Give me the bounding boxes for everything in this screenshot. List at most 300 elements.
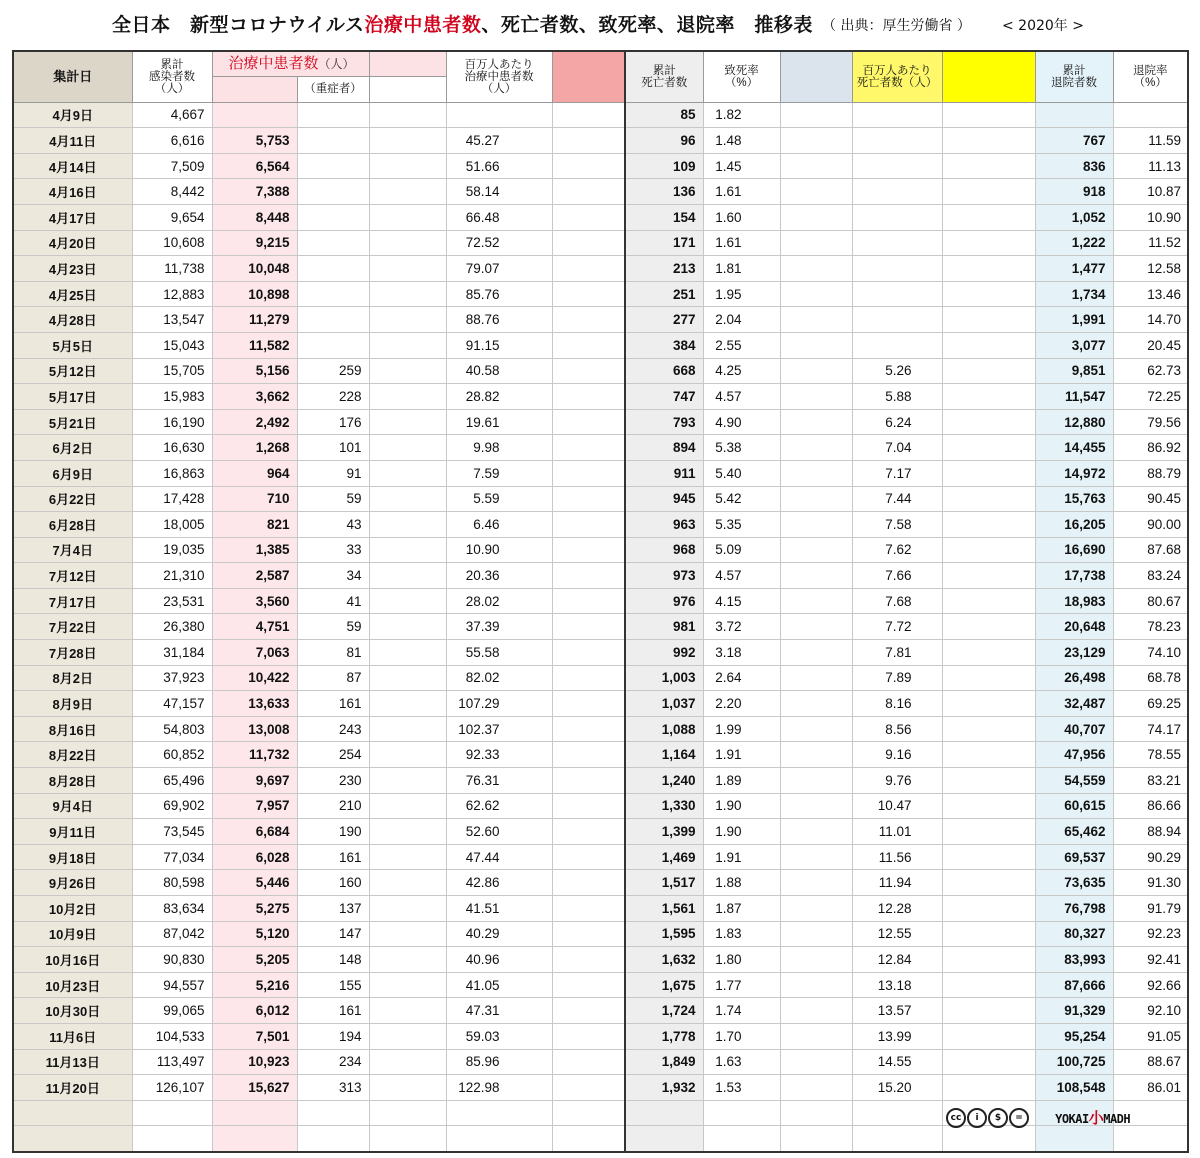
cell-deaths-per-million: 13.57: [852, 998, 942, 1024]
cell-blank: [446, 1100, 552, 1126]
cell-cases: 19,035: [132, 537, 212, 563]
header-pm-l2: 治療中患者数: [464, 70, 534, 83]
cell-severe: 43: [297, 512, 369, 538]
cell-per-million: 41.51: [446, 896, 552, 922]
cell-recovery-rate: 90.45: [1113, 486, 1188, 512]
cell-fatality-rate: 5.42: [703, 486, 780, 512]
cell-cases: 9,654: [132, 204, 212, 230]
cell-cases: 12,883: [132, 281, 212, 307]
cell-date: 10月9日: [13, 921, 132, 947]
cell-blank: [780, 1126, 852, 1152]
cell-active: 6,012: [212, 998, 297, 1024]
cell-deaths-per-million: 13.18: [852, 972, 942, 998]
cell-fatality-rate: 1.95: [703, 281, 780, 307]
cell-blank: [942, 486, 1035, 512]
cell-active: 15,627: [212, 1075, 297, 1101]
table-row: [13, 256, 1188, 282]
cell-date: 7月17日: [13, 588, 132, 614]
cell-severe: 137: [297, 896, 369, 922]
header-cases: [132, 51, 212, 102]
header-fatality-l2: （%）: [724, 76, 759, 89]
cell-per-million: 122.98: [446, 1075, 552, 1101]
cell-date: 9月18日: [13, 844, 132, 870]
table-row: [13, 563, 1188, 589]
cell-blank: [942, 819, 1035, 845]
cell-fatality-rate: 1.77: [703, 972, 780, 998]
cell-recovery-rate: 80.67: [1113, 588, 1188, 614]
cell-recovered: 40,707: [1035, 716, 1113, 742]
cell-severe: 101: [297, 435, 369, 461]
cell-active: 964: [212, 460, 297, 486]
cell-recovered: 12,880: [1035, 409, 1113, 435]
cell-recovery-rate: 20.45: [1113, 332, 1188, 358]
cell-per-million: 42.86: [446, 870, 552, 896]
cell-fatality-rate: 5.40: [703, 460, 780, 486]
cell-blank: [369, 307, 446, 333]
cell-active: [212, 102, 297, 128]
cell-blank: [369, 153, 446, 179]
header-blank-2: [369, 77, 446, 103]
cell-active: 7,388: [212, 179, 297, 205]
by-icon: i: [967, 1108, 987, 1128]
cell-fatality-rate: 1.74: [703, 998, 780, 1024]
table-row: [13, 896, 1188, 922]
nc-icon: $: [988, 1108, 1008, 1128]
cell-blank: [552, 768, 625, 794]
cell-recovery-rate: 10.90: [1113, 204, 1188, 230]
cell-per-million: 58.14: [446, 179, 552, 205]
cell-per-million: 107.29: [446, 691, 552, 717]
header-deaths: [625, 51, 703, 102]
brand-left: YOKAI: [1055, 1112, 1089, 1126]
header-date: 集計日: [13, 51, 132, 102]
cell-blank: [780, 1100, 852, 1126]
title-highlight: 治療中患者数: [364, 14, 482, 36]
cell-active: 9,215: [212, 230, 297, 256]
cell-date: 11月13日: [13, 1049, 132, 1075]
cell-blank: [369, 870, 446, 896]
cell-date: 7月4日: [13, 537, 132, 563]
cell-date: 8月9日: [13, 691, 132, 717]
cell-deaths-per-million: 7.04: [852, 435, 942, 461]
cell-blank: [780, 691, 852, 717]
cell-cases: 31,184: [132, 640, 212, 666]
cell-deaths-per-million: 10.47: [852, 793, 942, 819]
cell-blank: [780, 588, 852, 614]
source-note: （ 出典：厚生労働省 ）: [822, 18, 971, 34]
cell-blank: [942, 128, 1035, 154]
cell-blank: [780, 307, 852, 333]
cell-active: 10,048: [212, 256, 297, 282]
cell-fatality-rate: 1.87: [703, 896, 780, 922]
table-row: [13, 1023, 1188, 1049]
header-fatality-l1: 致死率: [724, 64, 759, 77]
cell-recovery-rate: 88.94: [1113, 819, 1188, 845]
cell-blank: [942, 409, 1035, 435]
cell-fatality-rate: 2.20: [703, 691, 780, 717]
cell-per-million: 45.27: [446, 128, 552, 154]
cell-blank: [552, 537, 625, 563]
cell-blank: [942, 256, 1035, 282]
cell-recovered: 1,991: [1035, 307, 1113, 333]
cell-date: 4月28日: [13, 307, 132, 333]
cell-per-million: [446, 102, 552, 128]
cell-deaths-per-million: 12.84: [852, 947, 942, 973]
cell-severe: [297, 204, 369, 230]
cell-blank: [942, 537, 1035, 563]
cell-active: 7,063: [212, 640, 297, 666]
cell-date: 8月22日: [13, 742, 132, 768]
cell-blank: [780, 742, 852, 768]
cell-recovery-rate: 11.59: [1113, 128, 1188, 154]
cell-per-million: 20.36: [446, 563, 552, 589]
cell-per-million: 10.90: [446, 537, 552, 563]
cell-deaths: 973: [625, 563, 703, 589]
cell-date: 6月2日: [13, 435, 132, 461]
cell-blank: [942, 1023, 1035, 1049]
cell-severe: 243: [297, 716, 369, 742]
cell-blank: [780, 768, 852, 794]
cell-deaths: 1,469: [625, 844, 703, 870]
cell-date: 6月9日: [13, 460, 132, 486]
cell-deaths: 1,849: [625, 1049, 703, 1075]
cell-blank: [552, 665, 625, 691]
brand-mid: 小: [1088, 1109, 1104, 1127]
cell-recovered: 20,648: [1035, 614, 1113, 640]
cell-recovered: 14,972: [1035, 460, 1113, 486]
header-recovery-rate: [1113, 51, 1188, 102]
cell-per-million: 9.98: [446, 435, 552, 461]
cell-severe: 155: [297, 972, 369, 998]
cell-deaths-per-million: [852, 307, 942, 333]
cell-deaths-per-million: 6.24: [852, 409, 942, 435]
cell-blank: [552, 409, 625, 435]
cell-blank: [942, 102, 1035, 128]
cell-severe: 161: [297, 998, 369, 1024]
cell-blank: [369, 819, 446, 845]
cell-date: 4月11日: [13, 128, 132, 154]
cell-blank: [369, 281, 446, 307]
cell-per-million: 79.07: [446, 256, 552, 282]
cell-cases: 104,533: [132, 1023, 212, 1049]
cell-severe: 34: [297, 563, 369, 589]
cell-blank: [703, 1126, 780, 1152]
cell-deaths-per-million: [852, 128, 942, 154]
cell-recovered: 54,559: [1035, 768, 1113, 794]
header-severe: （重症者）: [297, 77, 369, 103]
cell-per-million: 6.46: [446, 512, 552, 538]
cell-cases: 15,043: [132, 332, 212, 358]
cell-blank: [369, 563, 446, 589]
cell-blank: [552, 358, 625, 384]
cell-cases: 6,616: [132, 128, 212, 154]
table-row: [13, 332, 1188, 358]
cell-deaths: 251: [625, 281, 703, 307]
cell-severe: 160: [297, 870, 369, 896]
cell-per-million: 92.33: [446, 742, 552, 768]
cell-blank: [13, 1126, 132, 1152]
cell-per-million: 40.58: [446, 358, 552, 384]
cell-fatality-rate: 1.48: [703, 128, 780, 154]
cell-deaths-per-million: 12.55: [852, 921, 942, 947]
cell-active: 3,560: [212, 588, 297, 614]
cell-recovered: 80,327: [1035, 921, 1113, 947]
cell-per-million: 85.76: [446, 281, 552, 307]
cell-blank: [369, 1023, 446, 1049]
cell-deaths-per-million: [852, 179, 942, 205]
cell-blank: [780, 921, 852, 947]
cell-blank: [942, 588, 1035, 614]
cell-blank: [552, 921, 625, 947]
cell-date: 10月2日: [13, 896, 132, 922]
cell-blank: [780, 819, 852, 845]
cell-active: 11,732: [212, 742, 297, 768]
table-row: [13, 716, 1188, 742]
cell-severe: 176: [297, 409, 369, 435]
cell-blank: [369, 128, 446, 154]
cell-deaths-per-million: 7.58: [852, 512, 942, 538]
cell-cases: 8,442: [132, 179, 212, 205]
cell-deaths: 96: [625, 128, 703, 154]
cell-blank: [552, 563, 625, 589]
cell-blank: [552, 1075, 625, 1101]
table-row: [13, 537, 1188, 563]
cell-blank: [369, 537, 446, 563]
table-row: [13, 844, 1188, 870]
cell-deaths: 1,632: [625, 947, 703, 973]
header-fatality: [703, 51, 780, 102]
cell-deaths-per-million: 11.94: [852, 870, 942, 896]
cell-blank: [942, 179, 1035, 205]
cell-fatality-rate: 2.55: [703, 332, 780, 358]
table-row: [13, 947, 1188, 973]
cell-fatality-rate: 4.15: [703, 588, 780, 614]
cell-date: 6月22日: [13, 486, 132, 512]
cell-severe: 161: [297, 691, 369, 717]
cell-fatality-rate: 5.35: [703, 512, 780, 538]
cell-recovered: 1,052: [1035, 204, 1113, 230]
cell-fatality-rate: 1.89: [703, 768, 780, 794]
cell-fatality-rate: 1.63: [703, 1049, 780, 1075]
cell-severe: [297, 153, 369, 179]
cell-blank: [552, 230, 625, 256]
cell-cases: 23,531: [132, 588, 212, 614]
cell-blank: [552, 204, 625, 230]
cell-fatality-rate: 1.80: [703, 947, 780, 973]
cell-recovery-rate: 68.78: [1113, 665, 1188, 691]
cc-icon: cc: [946, 1108, 966, 1128]
cell-date: 4月16日: [13, 179, 132, 205]
cell-blank: [780, 358, 852, 384]
cell-blank: [780, 870, 852, 896]
cell-date: 5月12日: [13, 358, 132, 384]
cell-deaths-per-million: [852, 230, 942, 256]
cell-date: 8月28日: [13, 768, 132, 794]
cell-blank: [369, 384, 446, 410]
cell-blank: [369, 358, 446, 384]
cell-severe: 313: [297, 1075, 369, 1101]
cell-blank: [942, 153, 1035, 179]
cell-date: 10月16日: [13, 947, 132, 973]
cell-deaths: 1,595: [625, 921, 703, 947]
cell-blank: [942, 947, 1035, 973]
cell-cases: 37,923: [132, 665, 212, 691]
cell-per-million: 88.76: [446, 307, 552, 333]
cell-date: 7月12日: [13, 563, 132, 589]
cell-deaths-per-million: 7.72: [852, 614, 942, 640]
cell-blank: [780, 179, 852, 205]
cell-deaths: 1,675: [625, 972, 703, 998]
cell-deaths: 1,240: [625, 768, 703, 794]
table-row: [13, 358, 1188, 384]
cell-blank: [369, 460, 446, 486]
cell-severe: [297, 256, 369, 282]
header-active-unit: （人）: [318, 57, 355, 71]
table-row: [13, 768, 1188, 794]
cell-recovered: 16,690: [1035, 537, 1113, 563]
cell-recovery-rate: 90.29: [1113, 844, 1188, 870]
cell-blank: [780, 537, 852, 563]
cell-per-million: 40.29: [446, 921, 552, 947]
cell-blank: [369, 332, 446, 358]
cell-date: 5月5日: [13, 332, 132, 358]
table-row: [13, 972, 1188, 998]
cell-deaths: 911: [625, 460, 703, 486]
cell-blank: [780, 640, 852, 666]
cell-deaths-per-million: 7.89: [852, 665, 942, 691]
cell-recovered: 9,851: [1035, 358, 1113, 384]
cell-cases: 13,547: [132, 307, 212, 333]
cell-deaths: 992: [625, 640, 703, 666]
cell-blank: [552, 998, 625, 1024]
cell-per-million: 72.52: [446, 230, 552, 256]
cell-active: 5,753: [212, 128, 297, 154]
cell-blank: [780, 256, 852, 282]
cell-recovered: 17,738: [1035, 563, 1113, 589]
cell-severe: 194: [297, 1023, 369, 1049]
cell-deaths-per-million: 7.81: [852, 640, 942, 666]
cell-severe: 161: [297, 844, 369, 870]
cell-blank: [780, 460, 852, 486]
header-active-blank: [212, 77, 297, 103]
cell-blank: [780, 332, 852, 358]
cell-blank: [942, 844, 1035, 870]
cell-cases: 4,667: [132, 102, 212, 128]
cell-recovery-rate: 83.21: [1113, 768, 1188, 794]
cell-active: 10,923: [212, 1049, 297, 1075]
cell-cases: 11,738: [132, 256, 212, 282]
header-recovered: [1035, 51, 1113, 102]
header-pink-blank: [552, 51, 625, 102]
cell-deaths: 1,724: [625, 998, 703, 1024]
cell-recovered: 16,205: [1035, 512, 1113, 538]
cell-deaths-per-million: 9.76: [852, 768, 942, 794]
nd-icon: =: [1009, 1108, 1029, 1128]
cell-date: 9月26日: [13, 870, 132, 896]
cell-active: 5,205: [212, 947, 297, 973]
cell-blank: [942, 1049, 1035, 1075]
cell-recovered: 836: [1035, 153, 1113, 179]
cell-recovery-rate: 88.67: [1113, 1049, 1188, 1075]
cell-deaths: 1,561: [625, 896, 703, 922]
cell-blank: [942, 460, 1035, 486]
cell-per-million: 52.60: [446, 819, 552, 845]
cell-date: 8月2日: [13, 665, 132, 691]
table-row: [13, 998, 1188, 1024]
cell-blank: [552, 1100, 625, 1126]
cell-deaths: 1,778: [625, 1023, 703, 1049]
cell-deaths-per-million: 5.88: [852, 384, 942, 410]
cell-per-million: 51.66: [446, 153, 552, 179]
brand-logo: [1055, 1107, 1130, 1128]
cell-fatality-rate: 4.57: [703, 384, 780, 410]
cell-blank: [942, 896, 1035, 922]
cell-severe: [297, 281, 369, 307]
covid-table: [12, 50, 1189, 1153]
cell-deaths-per-million: 13.99: [852, 1023, 942, 1049]
cell-blank: [780, 972, 852, 998]
cell-cases: 94,557: [132, 972, 212, 998]
cell-cases: 54,803: [132, 716, 212, 742]
cell-blank: [552, 128, 625, 154]
cell-deaths: 668: [625, 358, 703, 384]
cell-deaths: 1,164: [625, 742, 703, 768]
cell-deaths-per-million: 8.56: [852, 716, 942, 742]
cell-deaths-per-million: 7.17: [852, 460, 942, 486]
cell-recovered: 15,763: [1035, 486, 1113, 512]
cell-cases: 65,496: [132, 768, 212, 794]
cell-deaths: 171: [625, 230, 703, 256]
cell-recovered: 73,635: [1035, 870, 1113, 896]
cell-per-million: 66.48: [446, 204, 552, 230]
cell-cases: 69,902: [132, 793, 212, 819]
cell-blank: [369, 921, 446, 947]
cell-recovered: 918: [1035, 179, 1113, 205]
cell-blank: [552, 588, 625, 614]
cell-date: 11月6日: [13, 1023, 132, 1049]
cell-recovery-rate: 11.13: [1113, 153, 1188, 179]
cell-recovered: 100,725: [1035, 1049, 1113, 1075]
cell-blank: [132, 1126, 212, 1152]
cell-active: 5,275: [212, 896, 297, 922]
header-bluegray-blank: [780, 51, 852, 102]
cell-fatality-rate: 1.90: [703, 793, 780, 819]
cell-active: 7,501: [212, 1023, 297, 1049]
cell-blank: [552, 742, 625, 768]
cell-recovered: 14,455: [1035, 435, 1113, 461]
cell-recovery-rate: 12.58: [1113, 256, 1188, 282]
cell-fatality-rate: 4.90: [703, 409, 780, 435]
cell-per-million: 41.05: [446, 972, 552, 998]
table-row: [13, 204, 1188, 230]
cell-blank: [552, 332, 625, 358]
cell-blank: [369, 204, 446, 230]
cell-per-million: 85.96: [446, 1049, 552, 1075]
cell-per-million: 102.37: [446, 716, 552, 742]
table-row: [13, 512, 1188, 538]
header-recrate-l2: （%）: [1133, 76, 1167, 89]
cell-deaths: 981: [625, 614, 703, 640]
cell-blank: [852, 1100, 942, 1126]
cell-active: 7,957: [212, 793, 297, 819]
cell-deaths: 154: [625, 204, 703, 230]
cell-cases: 83,634: [132, 896, 212, 922]
cell-active: 5,120: [212, 921, 297, 947]
cell-severe: 234: [297, 1049, 369, 1075]
cell-blank: [297, 1126, 369, 1152]
cell-blank: [552, 1126, 625, 1152]
cell-per-million: 59.03: [446, 1023, 552, 1049]
